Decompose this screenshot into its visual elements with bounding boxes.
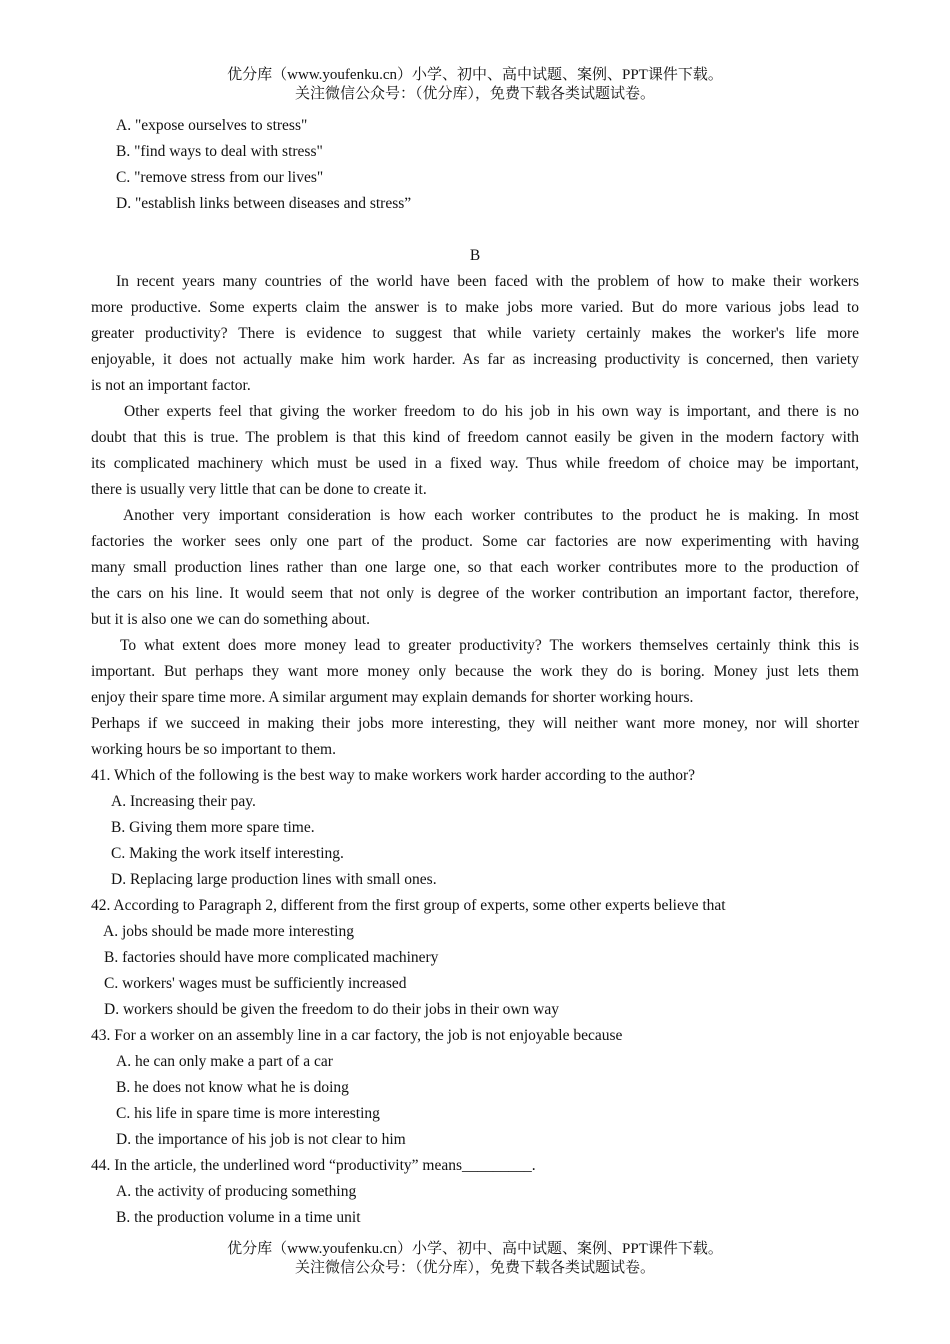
option-b: B. the production volume in a time unit: [116, 1209, 361, 1226]
passage-paragraph-4: [91, 633, 859, 711]
option-a: A. he can only make a part of a car: [116, 1053, 333, 1070]
option-c: C. his life in spare time is more interesting: [116, 1105, 380, 1122]
passage-line: doubt that this is true. The problem is that this kind of freedom cannot easily be given in the modern factory with: [91, 429, 859, 446]
passage-line: Other experts feel that giving the worker freedom to do his job in his own way is important, and there is no: [124, 403, 859, 420]
option-c: C. workers' wages must be sufficiently increased: [104, 975, 407, 992]
question-stem: 44. In the article, the underlined word “productivity” means_________.: [91, 1157, 536, 1174]
page-header: [0, 66, 950, 104]
section-title: B: [469, 247, 481, 264]
passage-line: many small production lines rather than one large one, so that each worker contributes more to the production of: [91, 559, 859, 576]
passage-line: Perhaps if we succeed in making their jobs more interesting, they will neither want more money, nor will shorter: [91, 715, 859, 732]
prev-option-b: B. "find ways to deal with stress": [116, 143, 323, 160]
passage-line: the cars on his line. It would seem that not only is degree of the worker contribution an important factor, therefore,: [91, 585, 859, 602]
passage-line: but it is also one we can do something about.: [91, 611, 370, 628]
question-41: [91, 763, 859, 893]
passage-paragraph-1: [91, 269, 859, 399]
prev-option-d: D. "establish links between diseases and stress”: [116, 195, 412, 212]
header-line-1: 优分库（www.youfenku.cn）小学、初中、高中试题、案例、PPT课件下载。: [227, 67, 723, 83]
prev-option-c: C. "remove stress from our lives": [116, 169, 324, 186]
passage-line: enjoyable, it does not actually make him work harder. As far as increasing productivity is concerned, then variety: [91, 351, 859, 368]
passage-line: To what extent does more money lead to greater productivity? The workers themselves certainly think this is: [120, 637, 859, 654]
footer-line-2: 关注微信公众号：（优分库），免费下载各类试题试卷。: [294, 1260, 655, 1276]
question-44: [91, 1153, 859, 1231]
passage-line: In recent years many countries of the world have been faced with the problem of how to make their workers: [116, 273, 859, 290]
passage-line: is not an important factor.: [91, 377, 251, 394]
passage-line: important. But perhaps they want more money only because the work they do is boring. Money just lets them: [91, 663, 859, 680]
question-42: [91, 893, 859, 1023]
passage-line: more productive. Some experts claim the answer is to make jobs more varied. But do more various jobs lead to: [91, 299, 859, 316]
prev-option-a: A. "expose ourselves to stress": [116, 117, 308, 134]
passage-line: Another very important consideration is how each worker contributes to the product he is making. In most: [123, 507, 859, 524]
spacer: [91, 217, 859, 243]
question-stem: 41. Which of the following is the best way to make workers work harder according to the author?: [91, 767, 696, 784]
question-43: [91, 1023, 859, 1153]
option-d: D. workers should be given the freedom to do their jobs in their own way: [104, 1001, 560, 1018]
passage-line: its complicated machinery which must be used in a fixed way. Thus while freedom of choice may be important,: [91, 455, 859, 472]
passage-line: factories the worker sees only one part of the product. Some car factories are now experimenting with having: [91, 533, 859, 550]
option-d: D. Replacing large production lines with small ones.: [111, 871, 437, 888]
question-stem: 43. For a worker on an assembly line in a car factory, the job is not enjoyable because: [91, 1027, 623, 1044]
question-stem: 42. According to Paragraph 2, different from the first group of experts, some other experts believe that: [91, 897, 726, 914]
passage-paragraph-2: [91, 399, 859, 503]
option-c: C. Making the work itself interesting.: [111, 845, 344, 862]
option-b: B. Giving them more spare time.: [111, 819, 315, 836]
passage-line: greater productivity? There is evidence to suggest that while variety certainly makes the worker's life more: [91, 325, 859, 342]
passage-line: enjoy their spare time more. A similar argument may explain demands for shorter working hours.: [91, 689, 694, 706]
option-d: D. the importance of his job is not clear to him: [116, 1131, 406, 1148]
passage-paragraph-3: [91, 503, 859, 633]
option-a: A. Increasing their pay.: [111, 793, 256, 810]
header-line-2: 关注微信公众号：（优分库），免费下载各类试题试卷。: [294, 86, 655, 102]
passage-line: working hours be so important to them.: [91, 741, 336, 758]
option-b: B. factories should have more complicated machinery: [104, 949, 439, 966]
passage-paragraph-5: [91, 711, 859, 763]
footer-line-1: 优分库（www.youfenku.cn）小学、初中、高中试题、案例、PPT课件下载。: [227, 1241, 723, 1257]
option-b: B. he does not know what he is doing: [116, 1079, 349, 1096]
page-footer: [0, 1240, 950, 1278]
exam-content: [91, 113, 859, 1231]
option-a: A. the activity of producing something: [116, 1183, 357, 1200]
passage-line: there is usually very little that can be done to create it.: [91, 481, 427, 498]
option-a: A. jobs should be made more interesting: [103, 923, 354, 940]
